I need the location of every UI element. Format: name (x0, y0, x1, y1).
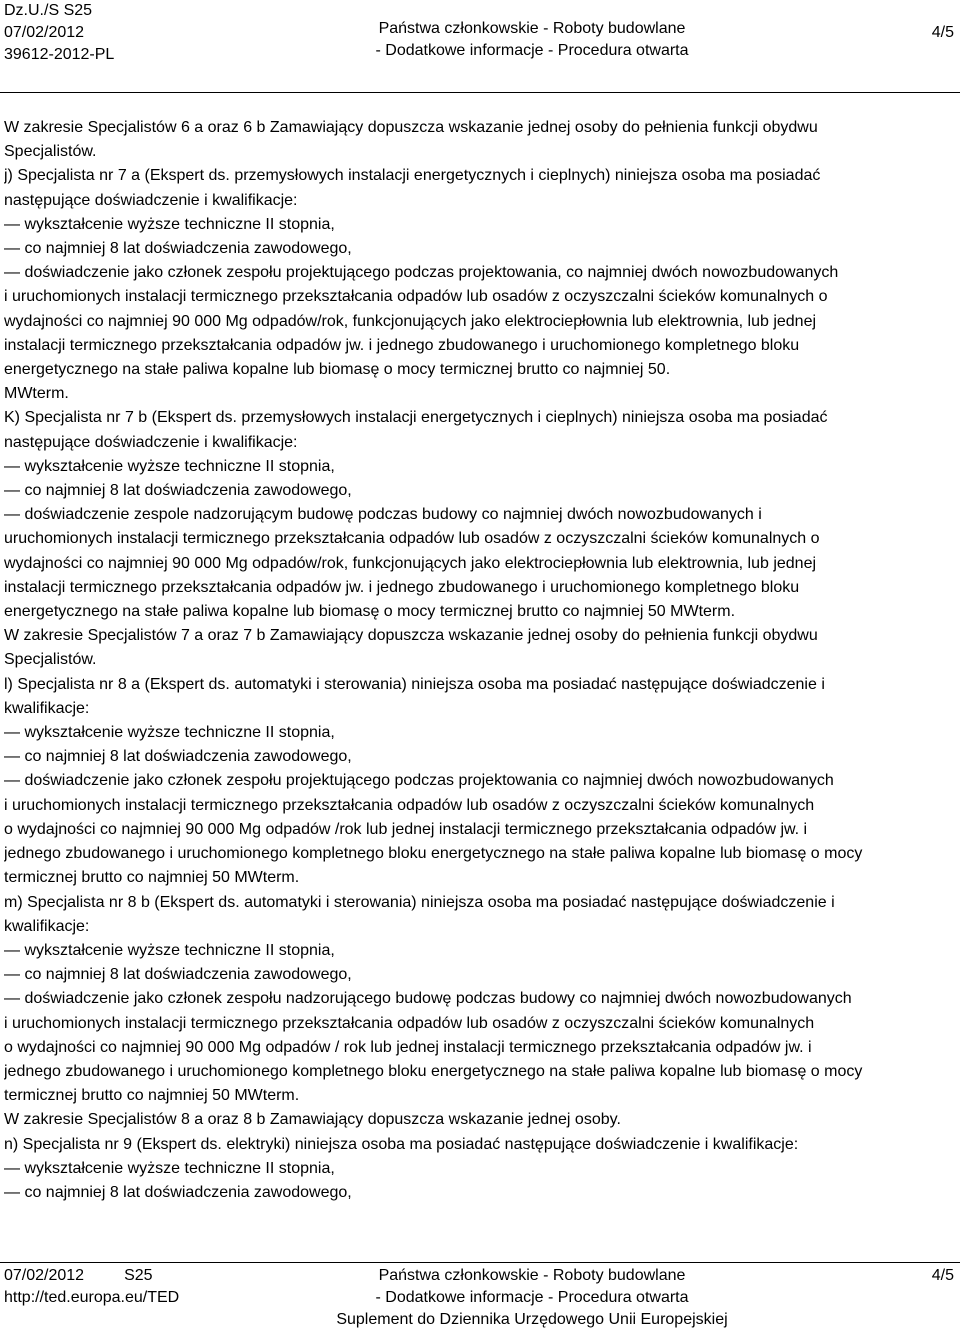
body-line: i uruchomionych instalacji termicznego przekształcania odpadów lub osadów z oczyszczalni ścieków komunalnych (4, 1014, 815, 1032)
body-line: kwalifikacje: (4, 917, 90, 935)
body-line: — co najmniej 8 lat doświadczenia zawodowego, (4, 966, 352, 984)
body-line: następujące doświadczenie i kwalifikacje: (4, 433, 298, 451)
body-line: K) Specjalista nr 7 b (Ekspert ds. przemysłowych instalacji energetycznych i cieplnych) niniejsza osoba ma posiadać (4, 409, 828, 427)
footer-series: S25 (124, 1267, 153, 1284)
footer-title-line1: Państwa członkowskie - Roboty budowlane (378, 1267, 686, 1284)
body-line: następujące doświadczenie i kwalifikacje: (4, 191, 298, 209)
body-line: — doświadczenie zespole nadzorującym budowę podczas budowy co najmniej dwóch nowozbudowanych i (4, 506, 762, 524)
body-line: — co najmniej 8 lat doświadczenia zawodowego, (4, 1183, 352, 1201)
header-title-line1: Państwa członkowskie - Roboty budowlane (378, 20, 686, 37)
body-line: wydajności co najmniej 90 000 Mg odpadów/rok, funkcjonujących jako elektrociepłownia lub elektrownia, lub jednej (4, 312, 817, 330)
body-line: jednego zbudowanego i uruchomionego kompletnego bloku energetycznego na stałe paliwa kopalne lub biomasę o mocy (4, 845, 863, 863)
body-line: energetycznego na stałe paliwa kopalne lub biomasę o mocy termicznej brutto co najmniej 50 MWterm. (4, 603, 736, 621)
header-title-line2: - Dodatkowe informacje - Procedura otwarta (375, 42, 689, 59)
body-line: — wykształcenie wyższe techniczne II stopnia, (4, 457, 335, 475)
body-line: instalacji termicznego przekształcania odpadów jw. i jednego zbudowanego i uruchomionego kompletnego bloku (4, 578, 800, 596)
body-line: instalacji termicznego przekształcania odpadów jw. i jednego zbudowanego i uruchomionego kompletnego bloku (4, 336, 800, 354)
body-line: i uruchomionych instalacji termicznego przekształcania odpadów lub osadów z oczyszczalni ścieków komunalnych (4, 796, 815, 814)
body-line: m) Specjalista nr 8 b (Ekspert ds. automatyki i sterowania) niniejsza osoba ma posiadać następujące doświadczenie i (4, 893, 835, 911)
header-doc-ref: Dz.U./S S25 (4, 2, 93, 19)
body-line: — doświadczenie jako członek zespołu nadzorującego budowę podczas budowy co najmniej dwóch nowozbudowanych (4, 990, 852, 1008)
body-line: wydajności co najmniej 90 000 Mg odpadów/rok, funkcjonujących jako elektrociepłownia lub elektrownia, lub jednej (4, 554, 817, 572)
body-line: — co najmniej 8 lat doświadczenia zawodowego, (4, 482, 352, 500)
footer-title-line2: - Dodatkowe informacje - Procedura otwarta (375, 1289, 689, 1306)
footer-left (4, 1265, 179, 1309)
body-line: — doświadczenie jako członek zespołu projektującego podczas projektowania co najmniej dwóch nowozbudowanych (4, 772, 834, 790)
body-line: W zakresie Specjalistów 8 a oraz 8 b Zamawiający dopuszcza wskazanie jednej osoby. (4, 1111, 621, 1129)
body-line: W zakresie Specjalistów 7 a oraz 7 b Zamawiający dopuszcza wskazanie jednej osoby do pełnienia funkcji obydwu (4, 627, 818, 645)
body-line: — co najmniej 8 lat doświadczenia zawodowego, (4, 748, 352, 766)
header-page-number: 4/5 (931, 24, 954, 41)
body-line: Specjalistów. (4, 143, 97, 161)
footer-page-number: 4/5 (931, 1267, 954, 1284)
body-line: o wydajności co najmniej 90 000 Mg odpadów /rok lub jednej instalacji termicznego przekształcania odpadów jw. i (4, 820, 808, 838)
body-line: i uruchomionych instalacji termicznego przekształcania odpadów lub osadów z oczyszczalni ścieków komunalnych o (4, 288, 828, 306)
body-line: Specjalistów. (4, 651, 97, 669)
footer-url: http://ted.europa.eu/TED (4, 1289, 180, 1306)
body-line: — wykształcenie wyższe techniczne II stopnia, (4, 1159, 335, 1177)
body-line: — doświadczenie jako członek zespołu projektującego podczas projektowania, co najmniej dwóch nowozbudowanych (4, 264, 839, 282)
document-body (4, 116, 956, 1205)
footer-date: 07/02/2012 (4, 1267, 85, 1284)
body-line: MWterm. (4, 385, 69, 403)
body-line: — wykształcenie wyższe techniczne II stopnia, (4, 215, 335, 233)
body-line: uruchomionych instalacji termicznego przekształcania odpadów lub osadów z oczyszczalni ścieków komunalnych o (4, 530, 820, 548)
body-line: — wykształcenie wyższe techniczne II stopnia, (4, 724, 335, 742)
body-line: termicznej brutto co najmniej 50 MWterm. (4, 869, 300, 887)
body-line: o wydajności co najmniej 90 000 Mg odpadów / rok lub jednej instalacji termicznego przekształcania odpadów jw. i (4, 1038, 812, 1056)
body-line: jednego zbudowanego i uruchomionego kompletnego bloku energetycznego na stałe paliwa kopalne lub biomasę o mocy (4, 1062, 863, 1080)
header-date: 07/02/2012 (4, 24, 85, 41)
header-title (360, 18, 704, 62)
body-line: termicznej brutto co najmniej 50 MWterm. (4, 1087, 300, 1105)
body-line: — wykształcenie wyższe techniczne II stopnia, (4, 941, 335, 959)
body-line: n) Specjalista nr 9 (Ekspert ds. elektryki) niniejsza osoba ma posiadać następujące doświadczenie i kwalifikacje: (4, 1135, 799, 1153)
footer-title (312, 1265, 752, 1331)
body-line: l) Specjalista nr 8 a (Ekspert ds. automatyki i sterowania) niniejsza osoba ma posiadać następujące doświadczenie i (4, 675, 825, 693)
header-doc-id: 39612-2012-PL (4, 46, 115, 63)
body-line: kwalifikacje: (4, 699, 90, 717)
body-line: energetycznego na stałe paliwa kopalne lub biomasę o mocy termicznej brutto co najmniej 50. (4, 361, 671, 379)
footer-title-line3: Suplement do Dziennika Urzędowego Unii Europejskiej (336, 1311, 728, 1328)
page-footer (0, 1262, 960, 1335)
body-line: — co najmniej 8 lat doświadczenia zawodowego, (4, 240, 352, 258)
page-header (0, 0, 960, 93)
body-line: j) Specjalista nr 7 a (Ekspert ds. przemysłowych instalacji energetycznych i cieplnych) niniejsza osoba ma posiadać (4, 167, 821, 185)
body-line: W zakresie Specjalistów 6 a oraz 6 b Zamawiający dopuszcza wskazanie jednej osoby do pełnienia funkcji obydwu (4, 119, 818, 136)
